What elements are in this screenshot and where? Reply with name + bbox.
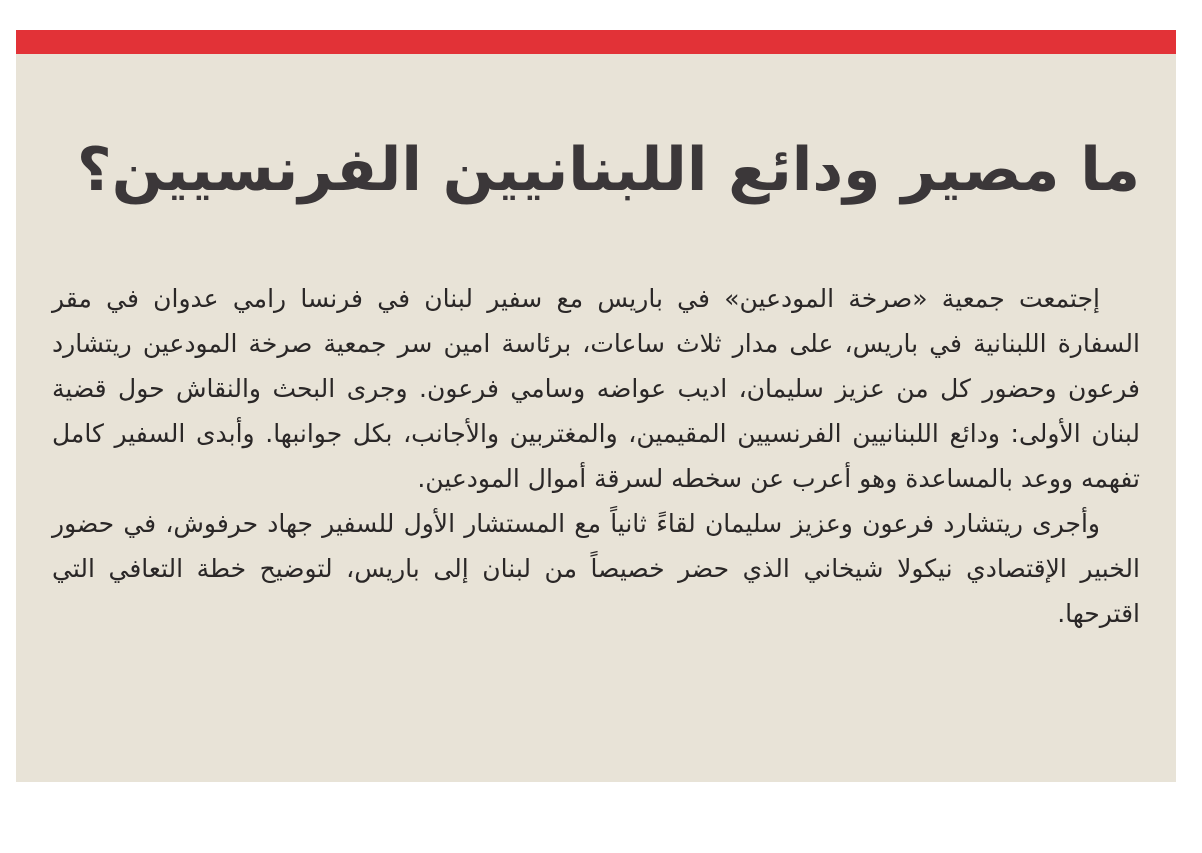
article-paragraph: إجتمعت جمعية «صرخة المودعين» في باريس مع سفير لبنان في فرنسا رامي عدوان في مقر السفارة اللبنانية في باريس، على مدار ثلاث ساعات، برئاسة امين سر جمعية صرخة المودعين ريتشارد فرعون وحضور كل من عزيز سليمان، اديب عواضه وسامي فرعون. وجرى البحث والنقاش حول قضية لبنان الأولى: ودائع اللبنانيين الفرنسيين المقيمين، والمغتربين والأجانب، بكل جوانبها. وأبدى السفير كامل تفهمه ووعد بالمساعدة وهو أعرب عن سخطه لسرقة أموال المودعين. bbox=[52, 284, 1140, 493]
article-headline: ما مصير ودائع اللبنانيين الفرنسيين؟ bbox=[76, 135, 1140, 205]
news-article-card bbox=[16, 30, 1176, 782]
article-paragraph: وأجرى ريتشارد فرعون وعزيز سليمان لقاءً ثانياً مع المستشار الأول للسفير جهاد حرفوش، في حضور الخبير الإقتصادي نيكولا شيخاني الذي حضر خصيصاً من لبنان إلى باريس، لتوضيح خطة التعافي التي اقترحها. bbox=[52, 509, 1140, 628]
article-body bbox=[52, 276, 1140, 636]
accent-bar bbox=[16, 30, 1176, 54]
